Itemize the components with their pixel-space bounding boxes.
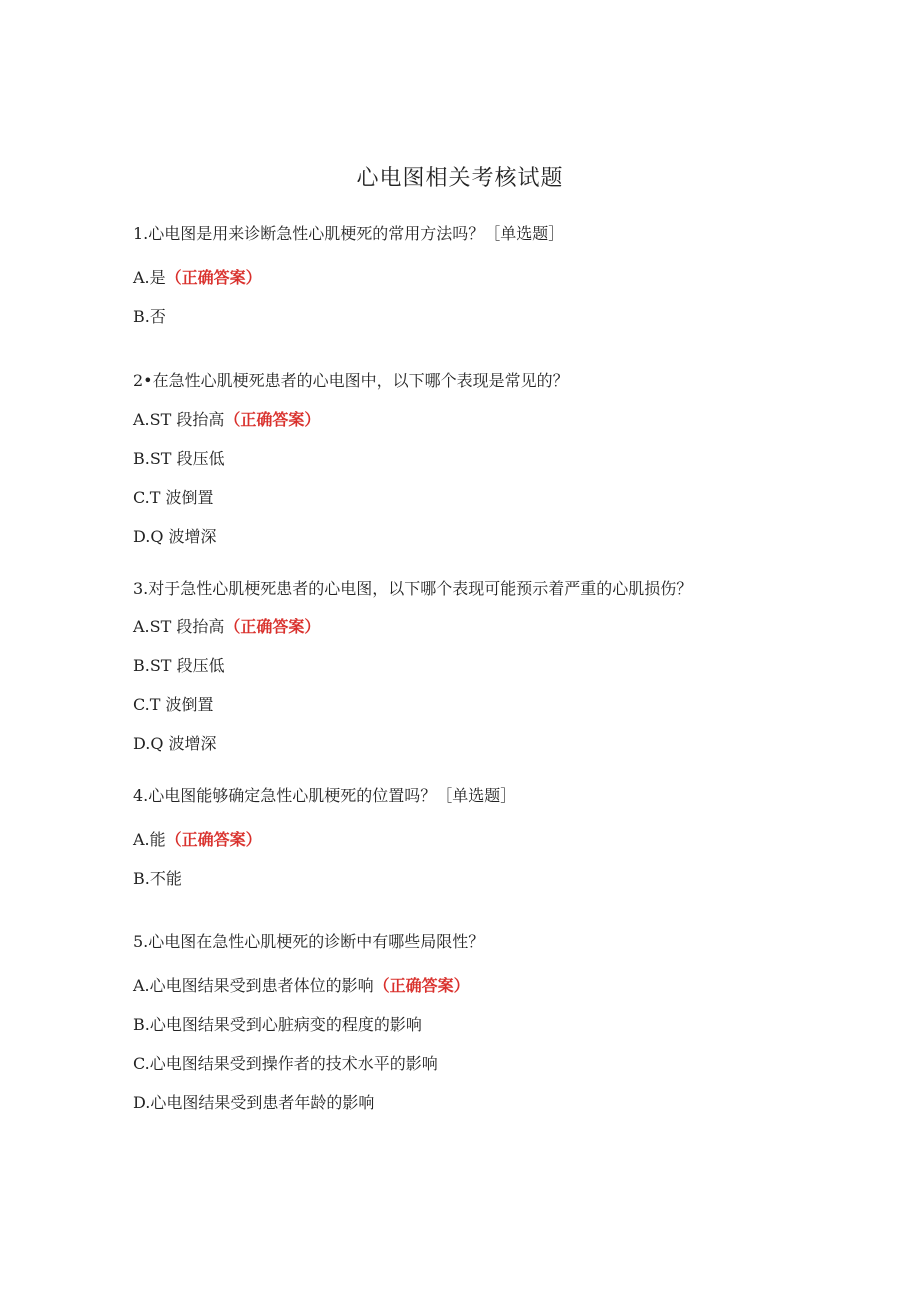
question-3-option-a [133,616,320,638]
correct-answer-mark: （正确答案） [373,976,470,995]
question-5-option-b: B.心电图结果受到心脏病变的程度的影响 [133,1015,422,1034]
question-1-option-b: B.否 [133,307,166,326]
question-3-text: 3.对于急性心肌梗死患者的心电图，以下哪个表现可能预示着严重的心肌损伤？ [133,579,693,598]
question-5-option-c: C.心电图结果受到操作者的技术水平的影响 [133,1054,438,1073]
question-2-option-b: B.ST 段压低 [133,449,225,468]
correct-answer-mark: （正确答案） [165,268,262,287]
question-4-option-a [133,829,262,851]
question-1-text: 1.心电图是用来诊断急性心肌梗死的常用方法吗？［单选题］ [133,224,565,243]
question-5-option-a [133,975,470,997]
question-1-option-a [133,267,262,289]
question-2-option-c: C.T 波倒置 [133,488,214,507]
option-label: A.心电图结果受到患者体位的影响 [133,976,374,995]
option-label: A.ST 段抬高 [133,617,225,636]
question-2-text: 2•在急性心肌梗死患者的心电图中，以下哪个表现是常见的？ [133,371,569,390]
question-2-option-a [133,409,320,431]
question-3-option-c: C.T 波倒置 [133,695,214,714]
correct-answer-mark: （正确答案） [224,617,321,636]
option-label: A.能 [133,830,166,849]
question-3-option-b: B.ST 段压低 [133,656,225,675]
correct-answer-mark: （正确答案） [224,410,321,429]
question-4-text: 4.心电图能够确定急性心肌梗死的位置吗？［单选题］ [133,786,517,805]
option-label: A.是 [133,268,166,287]
question-2-option-d: D.Q 波增深 [133,527,217,546]
question-5-option-d: D.心电图结果受到患者年龄的影响 [133,1093,375,1112]
option-label: A.ST 段抬高 [133,410,225,429]
page-title: 心电图相关考核试题 [356,166,564,191]
correct-answer-mark: （正确答案） [165,830,262,849]
question-4-option-b: B.不能 [133,869,182,888]
question-3-option-d: D.Q 波增深 [133,734,217,753]
question-5-text: 5.心电图在急性心肌梗死的诊断中有哪些局限性？ [133,932,485,951]
